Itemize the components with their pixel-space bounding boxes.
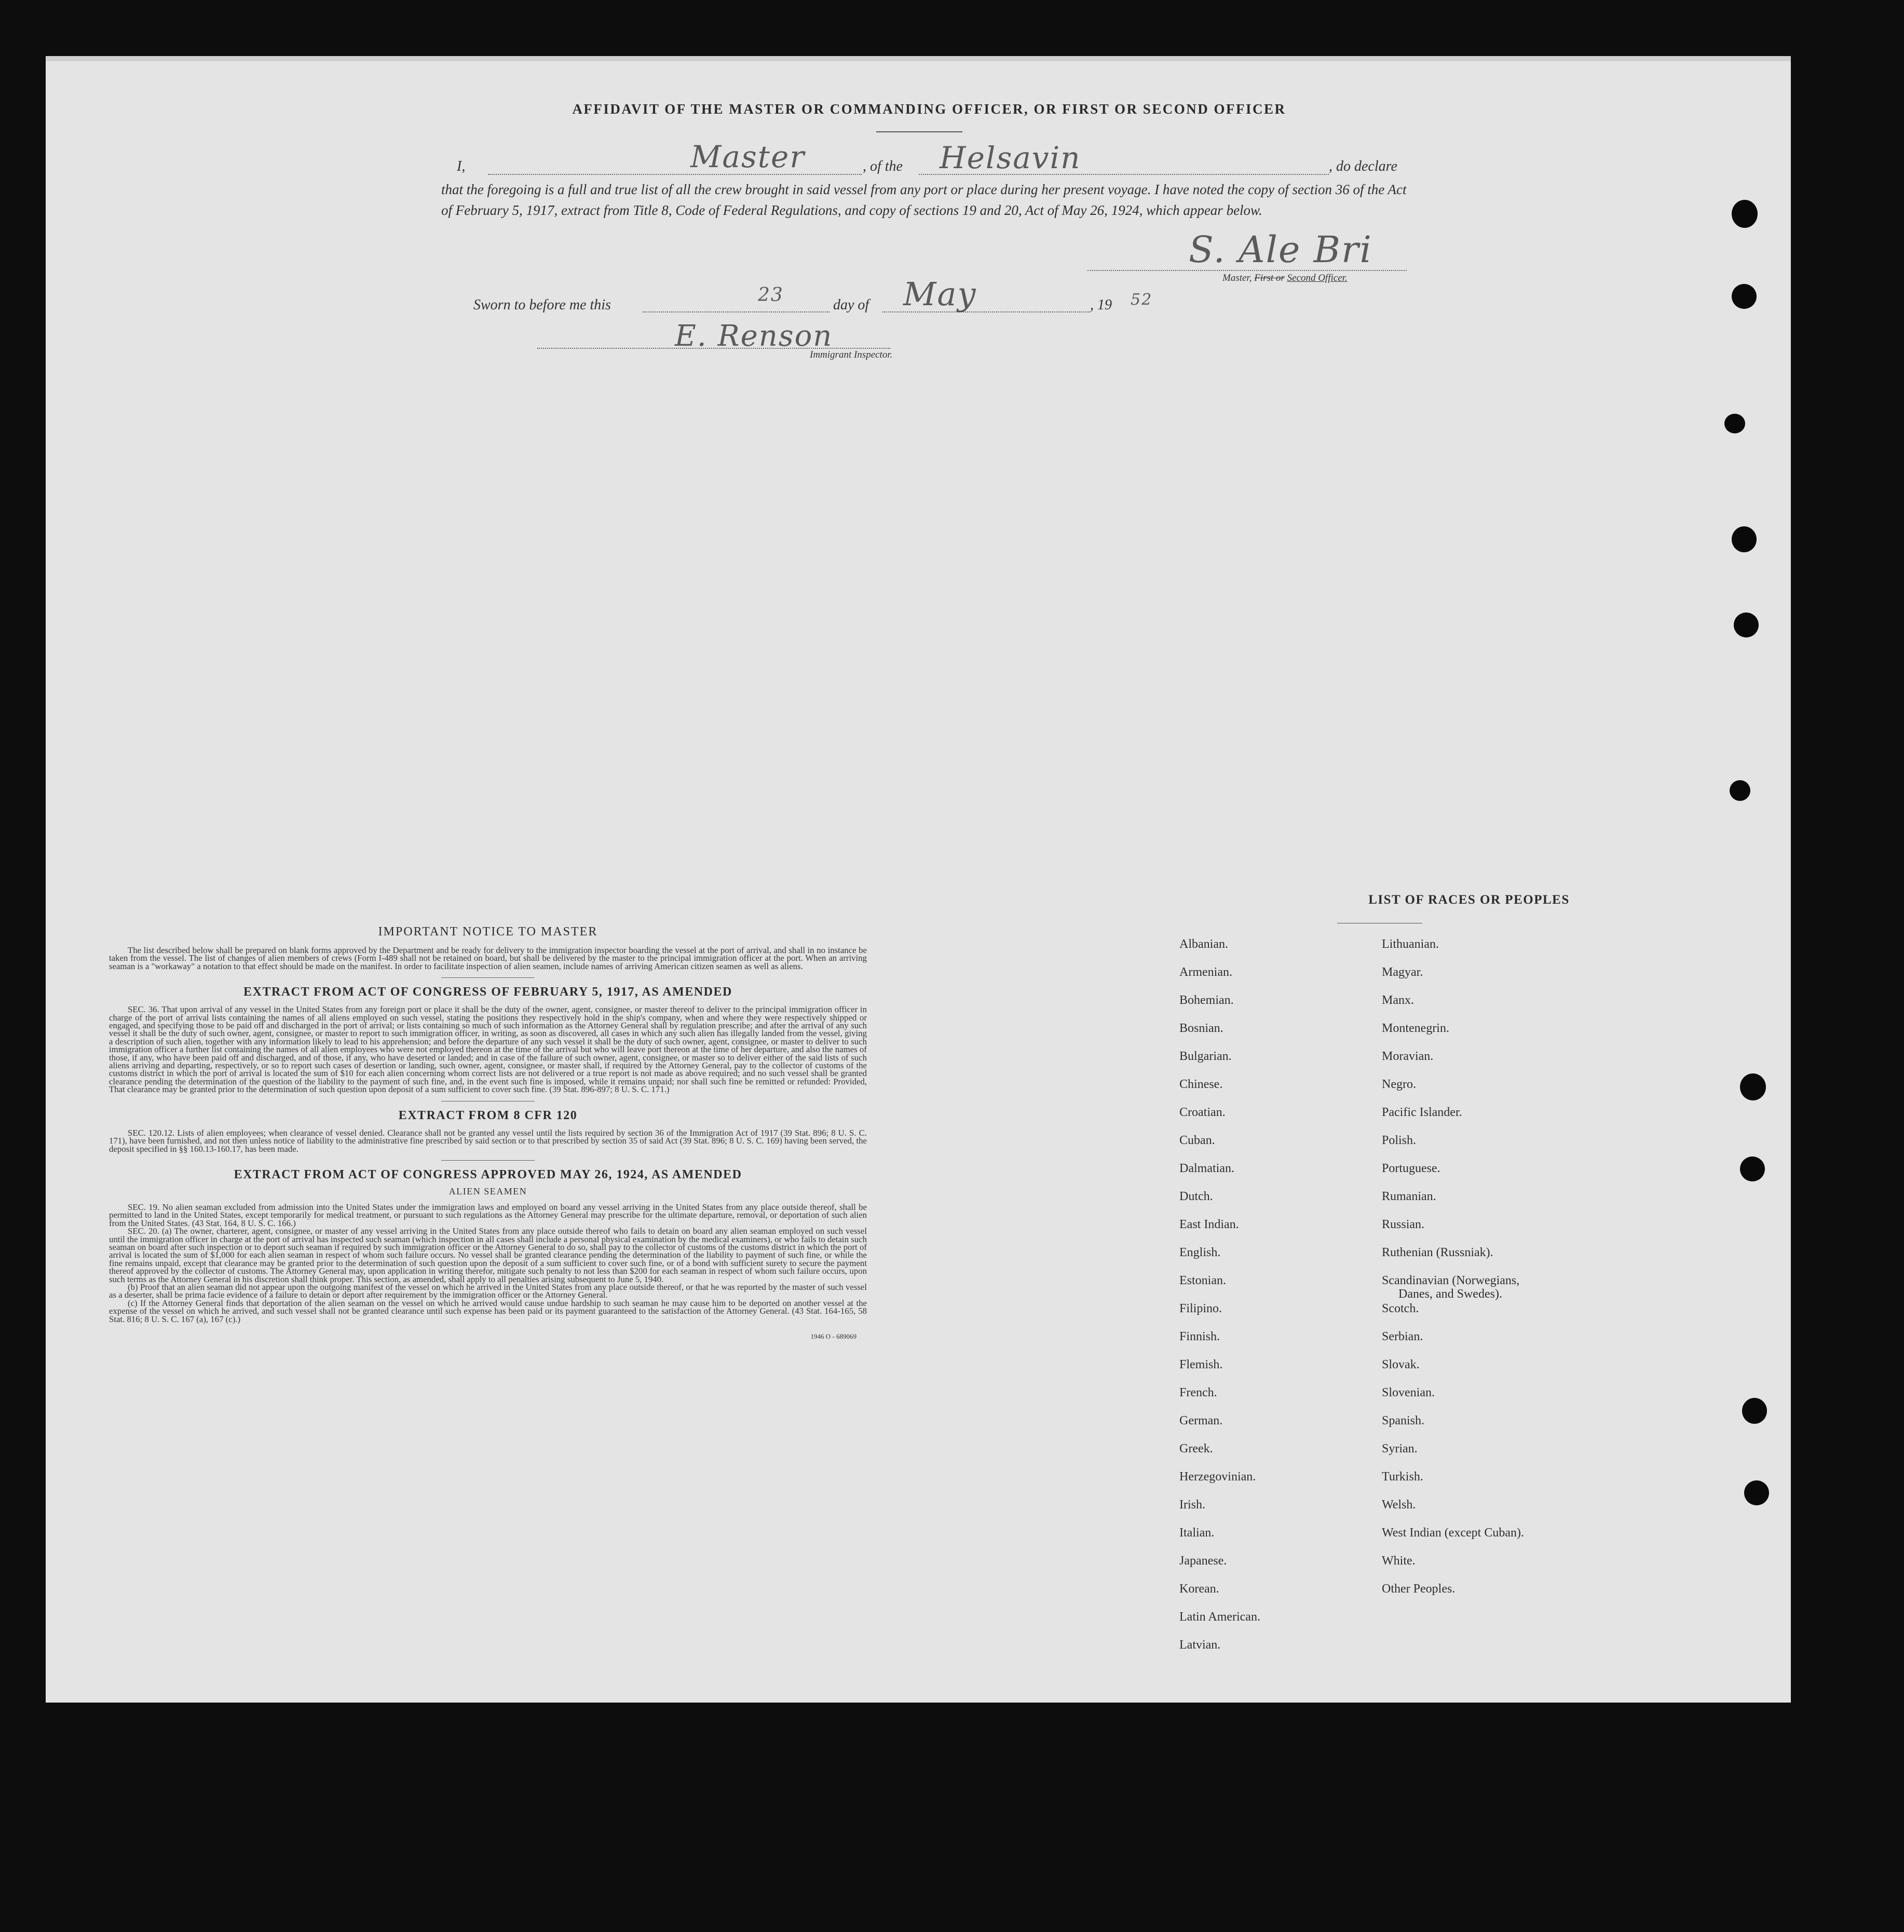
extract-1924-title: EXTRACT FROM ACT OF CONGRESS APPROVED MAY 26, 1924, AS AMENDED (234, 1167, 742, 1181)
punch-hole (1744, 1480, 1769, 1505)
race-item: Slovak. (1382, 1358, 1420, 1371)
race-item: Albanian. (1179, 937, 1228, 951)
race-item: Bohemian. (1179, 994, 1234, 1007)
race-item: Rumanian. (1382, 1190, 1436, 1203)
race-item: Chinese. (1179, 1078, 1223, 1091)
race-item: Russian. (1382, 1218, 1425, 1231)
signature-caption (1222, 273, 1348, 284)
punch-hole (1742, 1398, 1767, 1424)
race-item: Dalmatian. (1179, 1162, 1234, 1175)
punch-hole (1730, 780, 1750, 801)
race-item: Scotch. (1382, 1302, 1419, 1315)
race-item: French. (1179, 1386, 1217, 1399)
race-item: Slovenian. (1382, 1386, 1435, 1399)
extract-1917-title: EXTRACT FROM ACT OF CONGRESS OF FEBRUARY 5, 1917, AS AMENDED (243, 985, 732, 999)
master-name-line (488, 174, 862, 175)
month-value: May (903, 275, 977, 313)
punch-hole (1732, 284, 1757, 309)
race-item: Polish. (1382, 1134, 1417, 1147)
race-item: Filipino. (1179, 1302, 1222, 1315)
print-code: 1946 O - 689069 (810, 1332, 856, 1340)
race-item: Finnish. (1179, 1330, 1220, 1343)
race-item: Herzegovinian. (1179, 1470, 1256, 1484)
sec19-text: SEC. 19. No alien seaman excluded from admission into the United States under the immigration laws and employed on board any vessel arriving in the United States from any place outside thereof, shall be permitted to land in the United States, except temporarily for medical treatment, or pursuant to such regulations as the Attorney General may prescribe for the ultimate departure, removal, or deportation of such alien from the United States. (43 Stat. 164, 8 U. S. C. 166.) (109, 1202, 867, 1228)
race-item: Greek. (1179, 1442, 1213, 1455)
race-item: East Indian. (1179, 1218, 1239, 1231)
race-item: Danes, and Swedes). (1398, 1287, 1502, 1301)
notice-title: IMPORTANT NOTICE TO MASTER (378, 925, 598, 938)
race-item: Welsh. (1382, 1498, 1416, 1512)
race-item: English. (1179, 1246, 1221, 1259)
race-item: German. (1179, 1414, 1223, 1427)
race-item: West Indian (except Cuban). (1382, 1526, 1524, 1540)
punch-hole (1740, 1073, 1766, 1100)
divider (441, 977, 535, 978)
races-title: LIST OF RACES OR PEOPLES (1368, 893, 1570, 907)
inspector-caption: Immigrant Inspector. (810, 349, 893, 360)
race-item: Latvian. (1179, 1638, 1221, 1652)
handwritten-name: Master (690, 139, 806, 174)
punch-hole (1732, 200, 1758, 228)
alien-seamen-subtitle: ALIEN SEAMEN (448, 1186, 527, 1196)
of-the-label: , of the (863, 158, 903, 174)
race-item: Dutch. (1179, 1190, 1213, 1203)
race-item: Turkish. (1382, 1470, 1423, 1484)
caption-master: Master, (1222, 273, 1252, 283)
year-label: , 19 (1090, 297, 1112, 313)
title-underline (876, 131, 962, 132)
extract-cfr-title: EXTRACT FROM 8 CFR 120 (398, 1108, 578, 1122)
inspector-line (537, 348, 890, 349)
punch-hole (1724, 414, 1745, 433)
race-item: Italian. (1179, 1526, 1215, 1540)
notice-column (109, 925, 867, 1341)
signature-line (1087, 270, 1407, 271)
race-item: Other Peoples. (1382, 1582, 1456, 1596)
race-item: Estonian. (1179, 1274, 1226, 1287)
race-item: Ruthenian (Russniak). (1382, 1246, 1493, 1259)
inspector-signature: E. Renson (675, 319, 833, 353)
race-item: Bulgarian. (1179, 1050, 1232, 1063)
race-item: Irish. (1179, 1498, 1205, 1512)
race-item: Flemish. (1179, 1358, 1223, 1371)
race-item: Croatian. (1179, 1106, 1226, 1119)
do-declare-label: , do declare (1329, 158, 1397, 174)
race-item: Korean. (1179, 1582, 1219, 1596)
race-item: Armenian. (1179, 965, 1232, 979)
race-item: Cuban. (1179, 1134, 1215, 1147)
notice-text: The list described below shall be prepared on blank forms approved by the Department and be ready for delivery to the immigration inspector boarding the vessel at the port of arrival, and shall in no instance be taken from the vessel. The list of changes of alien members of crews (Form I-489 shall not be retained on board, but shall be delivered by the master to the principal immigration officer at the port. When an arriving seaman is a "workaway" a notation to that effect should be made on the manifest. In order to facilitate inspection of alien seamen, include names of arriving American citizen seamen as well as aliens. (109, 945, 867, 971)
master-signature: S. Ale Bri (1189, 228, 1372, 271)
day-of-label: day of (833, 297, 869, 313)
race-item: Serbian. (1382, 1330, 1423, 1343)
race-item: Bosnian. (1179, 1022, 1223, 1035)
caption-second-officer: Second Officer. (1287, 273, 1348, 283)
day-line (643, 311, 829, 312)
race-item: Magyar. (1382, 965, 1423, 979)
race-item: Syrian. (1382, 1442, 1418, 1455)
extract-cfr-text: SEC. 120.12. Lists of alien employees; when clearance of vessel denied. Clearance shall not be granted any vessel until the lists required by section 36 of the Immigration Act of 1917 (39 Stat. 896; 8 U. S. C. 171), have been furnished, and not then unless notice of liability to the administrative fine prescribed by said section or to that prescribed by section 35 of said Act (39 Stat. 896; 8 U. S. C. 169) having been served, the deposit specified in §§ 160.13-160.17, has been made. (109, 1127, 867, 1154)
sec20c-text: (c) If the Attorney General finds that deportation of the alien seaman on the vessel on which he arrived would cause undue hardship to such seaman he may cause him to be deported on another vessel at the expense of the vessel on which he arrived, and such vessel shall not be granted clearance until such expense has been paid or its payment guaranteed to the satisfaction of the Attorney General. (43 Stat. 164-165, 58 Stat. 816; 8 U. S. C. 167 (a), 167 (c).) (109, 1298, 867, 1324)
punch-hole (1740, 1157, 1765, 1181)
punch-hole (1732, 526, 1757, 552)
divider (441, 1160, 535, 1161)
affidavit-title: AFFIDAVIT OF THE MASTER OR COMMANDING OFFICER, OR FIRST OR SECOND OFFICER (572, 101, 1286, 117)
race-item: Latin American. (1179, 1610, 1260, 1624)
race-item: Scandinavian (Norwegians, (1382, 1274, 1520, 1287)
race-item: Manx. (1382, 994, 1414, 1007)
sec20a-text: SEC. 20. (a) The owner, charterer, agent, consignee, or master of any vessel arriving in the United States from any place outside thereof who fails to detain on board any alien seaman employed on such vessel until the immigration officer in charge at the port of arrival has inspected such seaman (which inspection in all cases shall include a personal physical examination by the medical examiners), or who fails to detain such seaman on board after such inspection or to deport such seaman if required by such immigration officer or the Attorney General to do so, shall pay to the collector of customs of the customs district in which the port of arrival is located the sum of $1,000 for each alien seaman in respect of whom such failure occurs. No vessel shall be granted clearance pending the determination of the liability to payment of such fine, or while the fine remains unpaid, except that clearance may be granted prior to the determination of such question upon the deposit of a sum sufficient to cover such fine, or of a bond with sufficient surety to secure the payment thereof approved by the collector of customs. The Attorney General may, upon application in writing therefor, mitigate such penalty to not less than $200 for each seaman in respect of whom such failure occurs, upon such terms as the Attorney General in his discretion shall think proper. This section, as amended, shall apply to all penalties arising subsequent to June 5, 1940. (109, 1226, 867, 1284)
race-item: White. (1382, 1554, 1416, 1568)
race-item: Negro. (1382, 1078, 1416, 1091)
race-item: Spanish. (1382, 1414, 1425, 1427)
extract-1917-text: SEC. 36. That upon arrival of any vessel in the United States from any foreign port or place it shall be the duty of the owner, agent, consignee, or master thereof to deliver to the principal immigration officer in charge of the port of arrival lists containing the names of all aliens employed on such vessel, stating the positions they respectively hold in the ship's company, when and where they were respectively shipped or engaged, and specifying those to be paid off and discharged in the port of arrival; or lists containing so much of such information as the Attorney General shall by regulation prescribe; and after the arrival of any such vessel it shall be the duty of such owner, agent, consignee, or master to report to such immigration officer, in writing, as soon as discovered, all cases in which any such alien has illegally landed from the vessel, giving a description of such alien, together with any information likely to lead to his apprehension; and before the departure of any such vessel it shall be the duty of such owner, agent, consignee, or master to deliver to such immigration officer a further list containing the names of all alien employees who were not employed thereon at the time of the arrival but who will leave port thereon at the time of her departure, and also the names of those, if any, who have been paid off and discharged, and of those, if any, who have deserted or landed; and in case of the failure of such owner, agent, consignee, or master so to deliver either of the said lists of such aliens arriving and departing, respectively, or so to report such cases of desertion or landing, such owner, agent, consignee, or master shall, if required by the Attorney General, pay to the collector of customs of the customs district in which the port of arrival is located the sum of $10 for each alien concerning whom correct lists are not delivered or a true report is not made as above required; and no such vessel shall be granted clearance pending the determination of the question of the liability to the payment of such fine, and, in the event such fine is imposed, while it remains unpaid; nor shall such fine be remitted or refunded: Provided, That clearance may be granted prior to the determination of such question upon deposit of a sum sufficient to cover such fine. (39 Stat. 896-897; 8 U. S. C. 171.) (109, 1004, 867, 1095)
day-value: 23 (758, 284, 784, 306)
race-item: Lithuanian. (1382, 937, 1439, 951)
handwritten-vessel: Helsavin (940, 140, 1081, 175)
sec20b-text: (b) Proof that an alien seaman did not appear upon the outgoing manifest of the vessel on which he arrived in the United States from any place outside thereof, or that he was reported by the master of such vessel as a deserter, shall be prima facie evidence of a failure to detain or deport after requirement by the immigration officer or the Attorney General. (109, 1282, 867, 1300)
year-value: 52 (1131, 291, 1153, 309)
caption-struck: First or (1254, 273, 1285, 283)
race-item: Portuguese. (1382, 1162, 1440, 1175)
race-item: Japanese. (1179, 1554, 1227, 1568)
punch-hole (1734, 613, 1759, 637)
sworn-label: Sworn to before me this (473, 297, 611, 313)
race-item: Pacific Islander. (1382, 1106, 1462, 1119)
page-edge (46, 56, 1791, 61)
i-label: I, (457, 158, 466, 174)
race-item: Montenegrin. (1382, 1022, 1449, 1035)
affidavit-body: that the foregoing is a full and true list of all the crew brought in said vessel from any port or place during her present voyage. I have noted the copy of section 36 of the Act of February 5, 1917, extract from Title 8, Code of Federal Regulations, and copy of sections 19 and 20, Act of May 26, 1924, which appear below. (441, 182, 1407, 218)
race-item: Moravian. (1382, 1050, 1434, 1063)
